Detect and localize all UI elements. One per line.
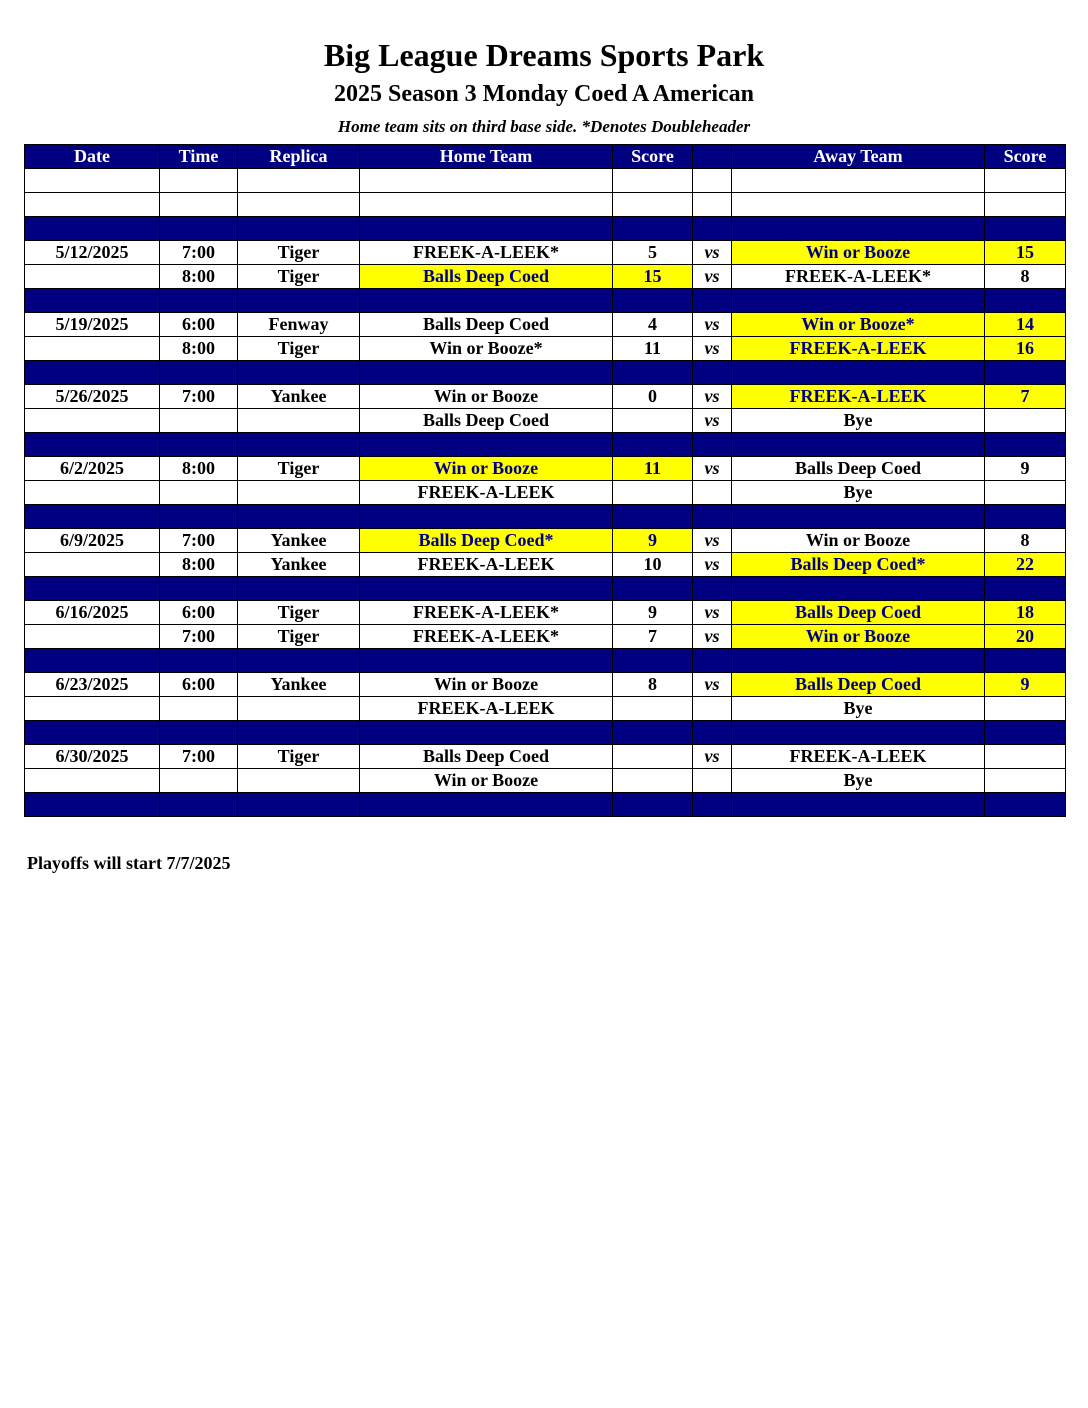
away-team-cell: FREEK-A-LEEK [732, 745, 985, 769]
time-cell [160, 193, 238, 217]
away-score-cell [985, 409, 1066, 433]
home-team-cell: Win or Booze [360, 457, 613, 481]
away-score-cell: 8 [985, 529, 1066, 553]
replica-cell: Tiger [238, 457, 360, 481]
away-team-cell: Balls Deep Coed [732, 673, 985, 697]
replica-cell: Tiger [238, 601, 360, 625]
home-score-cell: 5 [613, 241, 693, 265]
time-cell [160, 409, 238, 433]
replica-cell: Tiger [238, 337, 360, 361]
game-row [25, 457, 1066, 481]
date-cell [25, 721, 160, 745]
game-row [25, 601, 1066, 625]
date-cell [25, 697, 160, 721]
away-team-cell [732, 649, 985, 673]
time-cell [160, 697, 238, 721]
vs-cell [693, 577, 732, 601]
away-team-cell [732, 577, 985, 601]
time-cell: 7:00 [160, 529, 238, 553]
date-cell: 6/2/2025 [25, 457, 160, 481]
home-score-cell [613, 433, 693, 457]
home-team-cell [360, 289, 613, 313]
home-team-cell [360, 169, 613, 193]
game-row [25, 529, 1066, 553]
away-team-cell: Bye [732, 697, 985, 721]
vs-cell: vs [693, 673, 732, 697]
away-team-cell [732, 289, 985, 313]
home-team-cell: Balls Deep Coed* [360, 529, 613, 553]
replica-cell: Tiger [238, 745, 360, 769]
away-team-cell: FREEK-A-LEEK* [732, 265, 985, 289]
time-cell: 7:00 [160, 745, 238, 769]
date-cell [25, 505, 160, 529]
home-team-cell: FREEK-A-LEEK [360, 697, 613, 721]
time-cell [160, 169, 238, 193]
vs-cell: vs [693, 601, 732, 625]
away-team-cell [732, 433, 985, 457]
game-row [25, 745, 1066, 769]
replica-cell [238, 433, 360, 457]
vs-cell [693, 217, 732, 241]
date-cell [25, 361, 160, 385]
col-header-replica: Replica [238, 145, 360, 169]
home-score-cell: 9 [613, 601, 693, 625]
time-cell: 7:00 [160, 385, 238, 409]
replica-cell [238, 697, 360, 721]
replica-cell [238, 289, 360, 313]
home-team-cell [360, 721, 613, 745]
vs-cell: vs [693, 409, 732, 433]
time-cell: 6:00 [160, 673, 238, 697]
away-score-cell: 8 [985, 265, 1066, 289]
col-header-home-score: Score [613, 145, 693, 169]
home-score-cell: 9 [613, 529, 693, 553]
date-cell [25, 793, 160, 817]
away-score-cell [985, 769, 1066, 793]
time-cell [160, 505, 238, 529]
time-cell [160, 481, 238, 505]
date-cell: 6/30/2025 [25, 745, 160, 769]
date-cell: 5/12/2025 [25, 241, 160, 265]
date-cell [25, 169, 160, 193]
replica-cell [238, 169, 360, 193]
away-team-cell: Win or Booze [732, 625, 985, 649]
home-score-cell: 10 [613, 553, 693, 577]
time-cell: 7:00 [160, 625, 238, 649]
date-cell [25, 217, 160, 241]
away-score-cell: 16 [985, 337, 1066, 361]
vs-cell [693, 361, 732, 385]
home-team-cell: FREEK-A-LEEK* [360, 601, 613, 625]
replica-cell [238, 577, 360, 601]
separator-row [25, 577, 1066, 601]
vs-cell [693, 169, 732, 193]
game-row [25, 697, 1066, 721]
away-team-cell [732, 193, 985, 217]
time-cell [160, 721, 238, 745]
date-cell [25, 769, 160, 793]
away-team-cell: FREEK-A-LEEK [732, 385, 985, 409]
home-team-cell: Win or Booze [360, 769, 613, 793]
away-team-cell: Bye [732, 481, 985, 505]
home-score-cell [613, 721, 693, 745]
home-team-cell [360, 577, 613, 601]
game-row [25, 625, 1066, 649]
vs-cell [693, 649, 732, 673]
separator-row [25, 793, 1066, 817]
time-cell [160, 433, 238, 457]
time-cell [160, 649, 238, 673]
away-score-cell: 9 [985, 457, 1066, 481]
game-row [25, 553, 1066, 577]
home-team-cell: Balls Deep Coed [360, 265, 613, 289]
away-score-cell [985, 793, 1066, 817]
vs-cell [693, 793, 732, 817]
replica-cell: Yankee [238, 673, 360, 697]
date-cell: 6/23/2025 [25, 673, 160, 697]
home-score-cell [613, 289, 693, 313]
date-cell [25, 625, 160, 649]
home-team-cell: FREEK-A-LEEK* [360, 241, 613, 265]
date-cell [25, 649, 160, 673]
game-row [25, 265, 1066, 289]
date-cell [25, 433, 160, 457]
game-row [25, 241, 1066, 265]
date-cell [25, 409, 160, 433]
home-score-cell [613, 793, 693, 817]
time-cell [160, 361, 238, 385]
away-score-cell [985, 481, 1066, 505]
away-score-cell [985, 169, 1066, 193]
home-team-cell [360, 649, 613, 673]
vs-cell: vs [693, 241, 732, 265]
blank-row [25, 193, 1066, 217]
home-team-cell: Win or Booze* [360, 337, 613, 361]
schedule-table [24, 144, 1066, 817]
away-score-cell [985, 721, 1066, 745]
time-cell: 8:00 [160, 265, 238, 289]
home-team-cell: Balls Deep Coed [360, 409, 613, 433]
home-score-cell: 11 [613, 457, 693, 481]
separator-row [25, 649, 1066, 673]
replica-cell: Yankee [238, 529, 360, 553]
replica-cell [238, 409, 360, 433]
away-score-cell [985, 505, 1066, 529]
col-header-vs [693, 145, 732, 169]
replica-cell [238, 793, 360, 817]
home-score-cell [613, 481, 693, 505]
vs-cell: vs [693, 457, 732, 481]
col-header-away-score: Score [985, 145, 1066, 169]
col-header-date: Date [25, 145, 160, 169]
vs-cell: vs [693, 553, 732, 577]
home-team-cell [360, 793, 613, 817]
away-score-cell [985, 289, 1066, 313]
vs-cell: vs [693, 385, 732, 409]
time-cell: 8:00 [160, 337, 238, 361]
replica-cell [238, 649, 360, 673]
vs-cell [693, 481, 732, 505]
vs-cell [693, 721, 732, 745]
away-score-cell [985, 745, 1066, 769]
vs-cell [693, 193, 732, 217]
time-cell [160, 217, 238, 241]
time-cell: 7:00 [160, 241, 238, 265]
time-cell [160, 289, 238, 313]
away-score-cell: 9 [985, 673, 1066, 697]
date-cell [25, 289, 160, 313]
time-cell [160, 577, 238, 601]
playoffs-note: Playoffs will start 7/7/2025 [27, 853, 231, 873]
home-team-cell: Balls Deep Coed [360, 313, 613, 337]
home-team-cell [360, 433, 613, 457]
date-cell [25, 553, 160, 577]
away-score-cell: 22 [985, 553, 1066, 577]
date-cell [25, 337, 160, 361]
game-row [25, 337, 1066, 361]
replica-cell [238, 217, 360, 241]
page-title: Big League Dreams Sports Park [323, 37, 765, 73]
vs-cell [693, 769, 732, 793]
home-score-cell [613, 745, 693, 769]
home-score-cell: 0 [613, 385, 693, 409]
home-team-cell: Balls Deep Coed [360, 745, 613, 769]
home-team-cell: Win or Booze [360, 385, 613, 409]
replica-cell: Yankee [238, 553, 360, 577]
home-team-cell [360, 505, 613, 529]
home-score-cell: 8 [613, 673, 693, 697]
home-score-cell: 11 [613, 337, 693, 361]
away-team-cell [732, 169, 985, 193]
date-cell [25, 193, 160, 217]
away-score-cell [985, 217, 1066, 241]
time-cell: 8:00 [160, 457, 238, 481]
away-score-cell [985, 193, 1066, 217]
home-team-cell: FREEK-A-LEEK [360, 481, 613, 505]
away-team-cell [732, 361, 985, 385]
home-team-cell [360, 217, 613, 241]
away-team-cell: Balls Deep Coed [732, 457, 985, 481]
separator-row [25, 721, 1066, 745]
blank-row [25, 169, 1066, 193]
home-score-cell [613, 361, 693, 385]
away-team-cell: Bye [732, 769, 985, 793]
home-score-cell [613, 169, 693, 193]
col-header-away-team: Away Team [732, 145, 985, 169]
away-team-cell: Bye [732, 409, 985, 433]
home-team-cell: Win or Booze [360, 673, 613, 697]
replica-cell [238, 361, 360, 385]
home-score-cell: 15 [613, 265, 693, 289]
vs-cell [693, 505, 732, 529]
away-score-cell: 7 [985, 385, 1066, 409]
time-cell: 6:00 [160, 313, 238, 337]
away-score-cell [985, 697, 1066, 721]
away-score-cell: 14 [985, 313, 1066, 337]
replica-cell [238, 721, 360, 745]
away-team-cell: FREEK-A-LEEK [732, 337, 985, 361]
vs-cell: vs [693, 625, 732, 649]
replica-cell [238, 193, 360, 217]
game-row [25, 481, 1066, 505]
home-team-cell: FREEK-A-LEEK [360, 553, 613, 577]
date-cell: 6/9/2025 [25, 529, 160, 553]
away-team-cell: Win or Booze [732, 241, 985, 265]
separator-row [25, 361, 1066, 385]
home-score-cell [613, 193, 693, 217]
home-team-cell [360, 193, 613, 217]
replica-cell: Fenway [238, 313, 360, 337]
away-team-cell: Balls Deep Coed* [732, 553, 985, 577]
home-team-cell: FREEK-A-LEEK* [360, 625, 613, 649]
date-cell: 5/19/2025 [25, 313, 160, 337]
separator-row [25, 217, 1066, 241]
away-team-cell [732, 721, 985, 745]
away-score-cell [985, 577, 1066, 601]
vs-cell: vs [693, 337, 732, 361]
separator-row [25, 289, 1066, 313]
away-score-cell: 15 [985, 241, 1066, 265]
vs-cell: vs [693, 313, 732, 337]
separator-row [25, 505, 1066, 529]
time-cell [160, 769, 238, 793]
away-team-cell [732, 217, 985, 241]
away-team-cell [732, 793, 985, 817]
separator-row [25, 433, 1066, 457]
away-team-cell: Win or Booze* [732, 313, 985, 337]
game-row [25, 769, 1066, 793]
away-score-cell [985, 361, 1066, 385]
replica-cell: Tiger [238, 265, 360, 289]
away-score-cell: 20 [985, 625, 1066, 649]
vs-cell [693, 433, 732, 457]
replica-cell: Tiger [238, 241, 360, 265]
game-row [25, 673, 1066, 697]
replica-cell [238, 481, 360, 505]
page-subtitle: 2025 Season 3 Monday Coed A American [333, 81, 755, 107]
time-cell: 8:00 [160, 553, 238, 577]
game-row [25, 313, 1066, 337]
home-team-note: Home team sits on third base side. *Denotes Doubleheader [337, 117, 751, 136]
game-row [25, 385, 1066, 409]
vs-cell: vs [693, 265, 732, 289]
replica-cell [238, 769, 360, 793]
col-header-time: Time [160, 145, 238, 169]
vs-cell: vs [693, 529, 732, 553]
away-score-cell: 18 [985, 601, 1066, 625]
home-score-cell [613, 769, 693, 793]
away-team-cell: Balls Deep Coed [732, 601, 985, 625]
time-cell [160, 793, 238, 817]
home-score-cell [613, 409, 693, 433]
home-score-cell: 4 [613, 313, 693, 337]
replica-cell: Yankee [238, 385, 360, 409]
vs-cell: vs [693, 745, 732, 769]
table-header-row [25, 145, 1066, 169]
away-team-cell [732, 505, 985, 529]
date-cell: 5/26/2025 [25, 385, 160, 409]
replica-cell [238, 505, 360, 529]
vs-cell [693, 697, 732, 721]
home-team-cell [360, 361, 613, 385]
schedule-body [25, 169, 1066, 817]
date-cell [25, 481, 160, 505]
date-cell [25, 577, 160, 601]
away-score-cell [985, 433, 1066, 457]
home-score-cell [613, 217, 693, 241]
home-score-cell [613, 577, 693, 601]
home-score-cell: 7 [613, 625, 693, 649]
time-cell: 6:00 [160, 601, 238, 625]
replica-cell: Tiger [238, 625, 360, 649]
home-score-cell [613, 697, 693, 721]
home-score-cell [613, 505, 693, 529]
date-cell: 6/16/2025 [25, 601, 160, 625]
vs-cell [693, 289, 732, 313]
col-header-home-team: Home Team [360, 145, 613, 169]
game-row [25, 409, 1066, 433]
home-score-cell [613, 649, 693, 673]
date-cell [25, 265, 160, 289]
away-team-cell: Win or Booze [732, 529, 985, 553]
away-score-cell [985, 649, 1066, 673]
